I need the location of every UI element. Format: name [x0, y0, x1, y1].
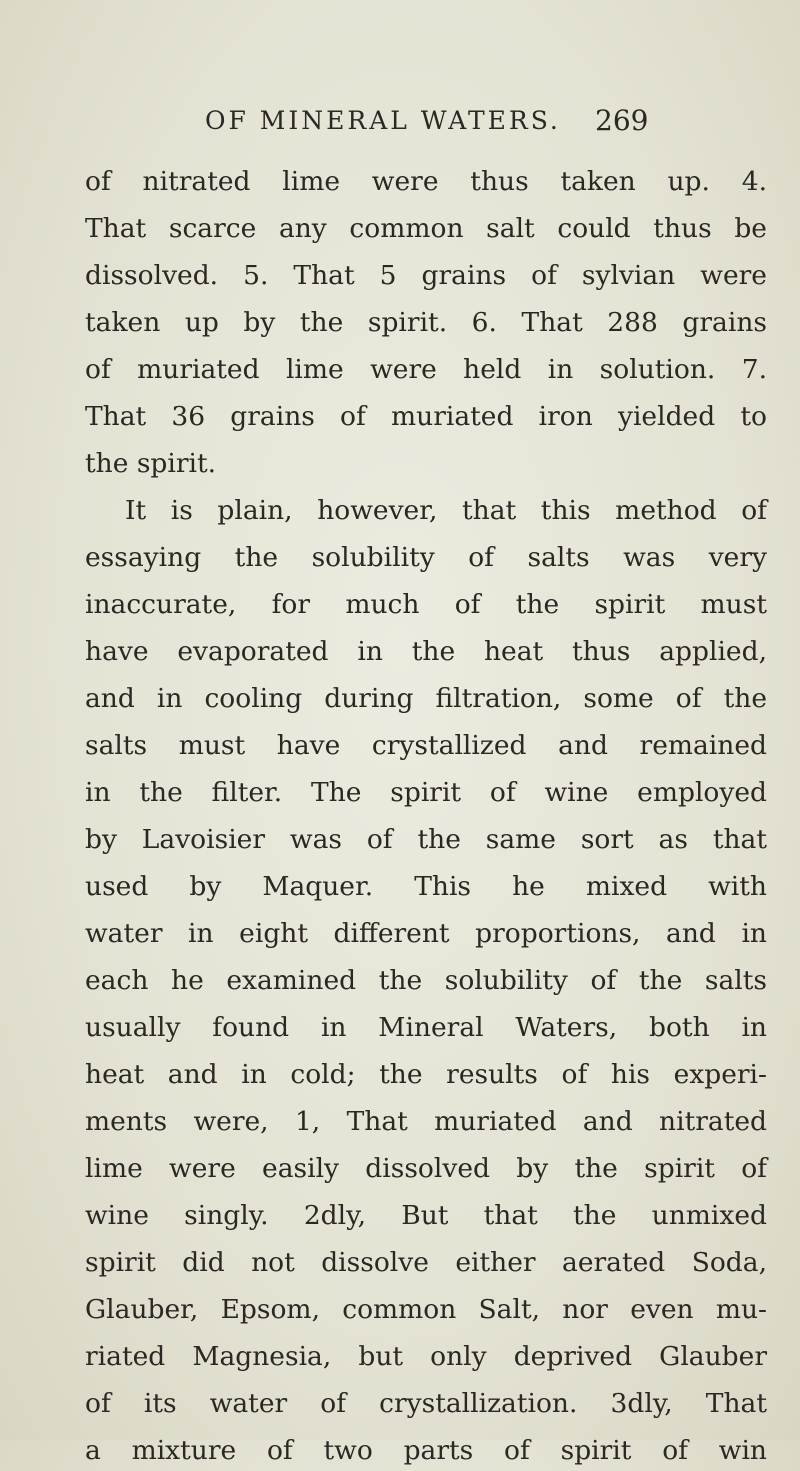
text-line: That scarce any common salt could thus be	[85, 213, 767, 244]
text-line: by Lavoisier was of the same sort as that	[85, 824, 767, 855]
text-line: each he examined the solubility of the salts	[85, 965, 767, 996]
text-line: used by Maquer. This he mixed with	[85, 871, 767, 902]
text-line: of muriated lime were held in solution. 7.	[85, 354, 767, 385]
text-line: and in cooling during filtration, some of the	[85, 683, 767, 714]
text-line: Glauber, Epsom, common Salt, nor even mu-	[85, 1294, 767, 1325]
text-line: ments were, 1, That muriated and nitrated	[85, 1106, 767, 1137]
text-line: heat and in cold; the results of his experi-	[85, 1059, 767, 1090]
text-line: in the filter. The spirit of wine employed	[85, 777, 767, 808]
text-line: taken up by the spirit. 6. That 288 grains	[85, 307, 767, 338]
text-line: essaying the solubility of salts was very	[85, 542, 767, 573]
text-line: riated Magnesia, but only deprived Glauber	[85, 1341, 767, 1372]
text-line: usually found in Mineral Waters, both in	[85, 1012, 767, 1043]
running-title: OF MINERAL WATERS.	[205, 106, 561, 135]
paragraph-first-line: It is plain, however, that this method of	[125, 495, 767, 526]
text-line: That 36 grains of muriated iron yielded to	[85, 401, 767, 432]
text-line: a mixture of two parts of spirit of win	[85, 1435, 767, 1466]
text-line: inaccurate, for much of the spirit must	[85, 589, 767, 620]
text-line: dissolved. 5. That 5 grains of sylvian were	[85, 260, 767, 291]
text-line: have evaporated in the heat thus applied,	[85, 636, 767, 667]
text-line: of nitrated lime were thus taken up. 4.	[85, 166, 767, 197]
text-line: spirit did not dissolve either aerated Soda,	[85, 1247, 767, 1278]
text-line: salts must have crystallized and remained	[85, 730, 767, 761]
text-line: water in eight different proportions, and in	[85, 918, 767, 949]
text-line: of its water of crystallization. 3dly, That	[85, 1388, 767, 1419]
text-line: wine singly. 2dly, But that the unmixed	[85, 1200, 767, 1231]
text-line: the spirit.	[85, 448, 217, 479]
text-line: lime were easily dissolved by the spirit of	[85, 1153, 767, 1184]
page-number: 269	[595, 104, 649, 137]
running-head	[205, 106, 675, 146]
